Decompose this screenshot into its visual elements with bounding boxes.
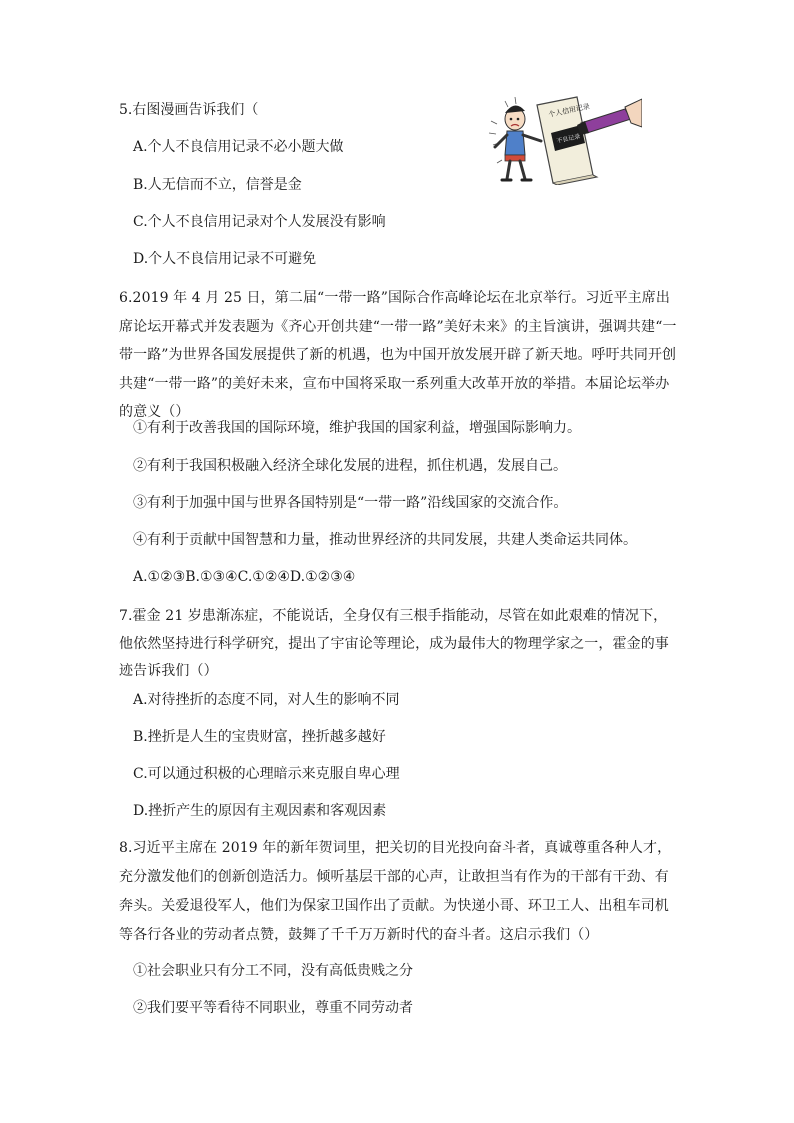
q8-item-1: ①社会职业只有分工不同，没有高低贵贱之分 (133, 963, 413, 979)
q5-option-c: C.个人不良信用记录对个人发展没有影响 (133, 214, 386, 230)
question-5-stem: 5.右图漫画告诉我们（ (119, 102, 259, 118)
stamp-label: 不良记录 (555, 133, 581, 145)
book-label: 个人信用记录 (547, 102, 591, 119)
question-7-stem: 7.霍金 21 岁患渐冻症，不能说话，全身仅有三根手指能动，尽管在如此艰难的情况下，他依然坚持进行科学研究，提出了宇宙论等理论，成为最伟大的物理学家之一，霍金的事迹告诉我们（） (119, 608, 669, 679)
q8-item-2: ②我们要平等看待不同职业，尊重不同劳动者 (133, 1000, 413, 1016)
q7-option-c: C.可以通过积极的心理暗示来克服自卑心理 (133, 766, 400, 782)
question-6-stem: 6.2019 年 4 月 25 日，第二届“一带一路”国际合作高峰论坛在北京举行。习近平主席出席论坛开幕式并发表题为《齐心开创共建“一带一路”美好未来》的主旨演讲，强调共建“一带一路”为世界各国发展提供了新的机遇，也为中国开放发展开辟了新天地。呼吁共同开创共建“一带一路”的美好未来，宣布中国将采取一系列重大改革开放的举措。本届论坛举办的意义（） (119, 290, 677, 420)
q7-option-d: D.挫折产生的原因有主观因素和客观因素 (133, 803, 387, 819)
q7-option-a: A.对待挫折的态度不同，对人生的影响不同 (133, 692, 400, 708)
q6-item-1: ①有利于改善我国的国际环境，维护我国的国家利益，增强国际影响力。 (133, 420, 581, 436)
q5-option-b: B.人无信而不立，信誉是金 (133, 177, 302, 193)
question-8-stem: 8.习近平主席在 2019 年的新年贺词里，把关切的目光投向奋斗者，真诚尊重各种人才，充分激发他们的创新创造活力。倾听基层干部的心声，让敢担当有作为的干部有干劲、有奔头。关爱退役军人，他们为保家卫国作出了贡献。为快递小哥、环卫工人、出租车司机等各行各业的劳动者点赞，鼓舞了千千万万新时代的奋斗者。这启示我们（） (119, 840, 672, 943)
q6-choices: A.①②③B.①③④C.①②④D.①②③④ (133, 569, 356, 585)
q6-item-2: ②有利于我国积极融入经济全球化发展的进程，抓住机遇，发展自己。 (133, 458, 567, 474)
q6-item-4: ④有利于贡献中国智慧和力量，推动世界经济的共同发展，共建人类命运共同体。 (133, 532, 637, 548)
credit-record-cartoon (485, 93, 642, 185)
q5-option-a: A.个人不良信用记录不必小题大做 (133, 139, 344, 155)
q6-item-3: ③有利于加强中国与世界各国特别是“一带一路”沿线国家的交流合作。 (133, 495, 568, 511)
q7-option-b: B.挫折是人生的宝贵财富，挫折越多越好 (133, 729, 386, 745)
q5-option-d: D.个人不良信用记录不可避免 (133, 251, 317, 267)
